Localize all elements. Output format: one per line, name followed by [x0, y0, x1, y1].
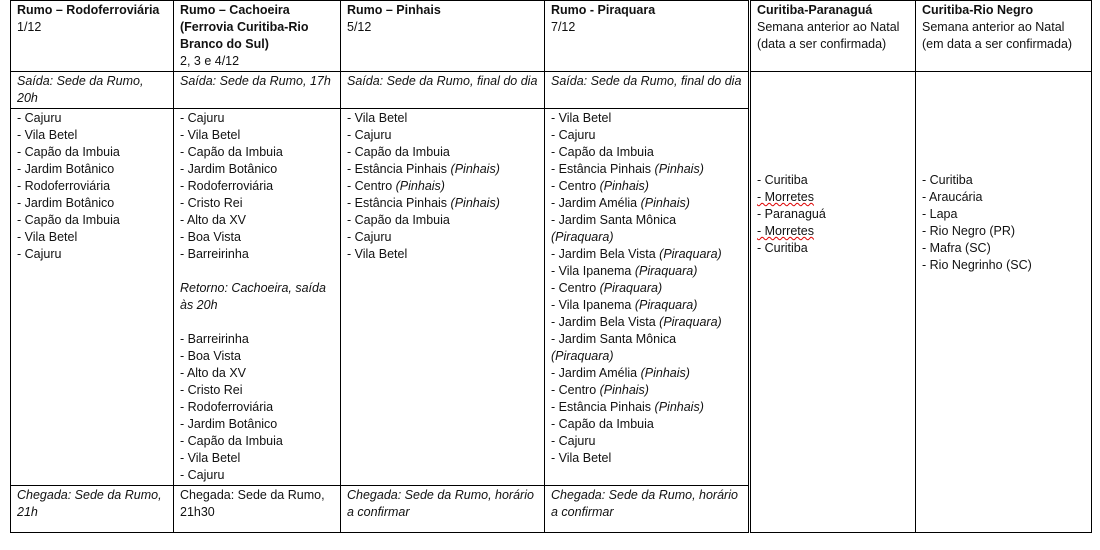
stop-name: - Jardim Bela Vista [551, 247, 656, 261]
stop-item [551, 280, 742, 297]
stop-item [17, 110, 167, 127]
stop-name: - Curitiba [757, 241, 808, 255]
stop-name: - Boa Vista [180, 349, 241, 363]
stop-name: - Vila Betel [347, 247, 408, 261]
stop-item [347, 127, 538, 144]
stop-item [551, 433, 742, 450]
stop-item [757, 189, 909, 206]
stop-item [180, 212, 334, 229]
stop-item [180, 348, 334, 365]
stop-item [17, 161, 167, 178]
departure-rodoferroviaria: Saída: Sede da Rumo, 20h [11, 72, 174, 109]
header-curitiba-rio-negro [916, 1, 1092, 72]
stop-item [180, 161, 334, 178]
stop-item [180, 178, 334, 195]
stop-item [551, 195, 742, 212]
stop-name: - Curitiba [922, 173, 973, 187]
stop-item [757, 206, 909, 223]
stop-list [347, 110, 538, 263]
stop-name: - Vila Betel [551, 111, 612, 125]
departure-cachoeira: Saída: Sede da Rumo, 17h [174, 72, 341, 109]
stop-list [922, 172, 1085, 274]
stop-name: - Alto da XV [180, 213, 247, 227]
stop-list [17, 110, 167, 263]
stop-name: - Rodoferroviária [180, 179, 274, 193]
stop-name: - Centro [347, 179, 393, 193]
stop-item [17, 229, 167, 246]
stop-name: - Morretes [757, 190, 814, 204]
stop-name: - Cajuru [17, 247, 62, 261]
stop-name: - Vila Betel [17, 230, 78, 244]
stop-name: - Cajuru [551, 128, 596, 142]
header-title: Rumo - Piraquara [551, 3, 656, 17]
stop-item [180, 365, 334, 382]
stop-item [180, 246, 334, 263]
stop-name: - Cajuru [17, 111, 62, 125]
stop-item [551, 178, 742, 195]
stop-name: - Vila Betel [551, 451, 612, 465]
stop-name: - Jardim Botânico [17, 162, 115, 176]
stop-name: - Jardim Santa Mônica [551, 332, 677, 346]
stop-item [180, 467, 334, 484]
stop-name: - Estância Pinhais [347, 162, 448, 176]
stop-name: - Jardim Bela Vista [551, 315, 656, 329]
stop-name: - Jardim Santa Mônica [551, 213, 677, 227]
stop-municipality: (Pinhais) [640, 196, 690, 210]
stop-item [347, 212, 538, 229]
stop-name: - Boa Vista [180, 230, 241, 244]
stop-name: - Mafra (SC) [922, 241, 991, 255]
stop-name: - Jardim Amélia [551, 366, 638, 380]
stop-item [17, 212, 167, 229]
header-pinhais [341, 1, 545, 72]
header-title: Rumo – Rodoferroviária [17, 3, 160, 17]
stop-item [180, 382, 334, 399]
arrival-pinhais: Chegada: Sede da Rumo, horário a confirmar [341, 486, 545, 533]
stop-item [551, 314, 742, 331]
header-date: Semana anterior ao Natal (data a ser confirmada) [757, 20, 900, 51]
stop-municipality: (Pinhais) [599, 179, 649, 193]
stop-municipality: (Piraquara) [599, 281, 663, 295]
stop-name: - Cajuru [180, 111, 225, 125]
header-title: Rumo – Cachoeira (Ferrovia Curitiba-Rio Branco do Sul) [180, 3, 309, 51]
stop-name: - Cajuru [551, 434, 596, 448]
stop-item [17, 178, 167, 195]
stop-item [17, 195, 167, 212]
stop-list [551, 110, 742, 467]
stop-name: - Barreirinha [180, 247, 249, 261]
stop-name: - Estância Pinhais [551, 162, 652, 176]
stop-item [180, 433, 334, 450]
header-date: 1/12 [17, 20, 42, 34]
stop-name: - Estância Pinhais [551, 400, 652, 414]
stop-item [922, 206, 1085, 223]
stop-name: - Capão da Imbuia [347, 213, 450, 227]
stop-item [757, 172, 909, 189]
stop-municipality: (Pinhais) [654, 400, 704, 414]
header-curitiba-paranagua [750, 1, 916, 72]
stops-pinhais [341, 109, 545, 486]
stop-name: - Jardim Amélia [551, 196, 638, 210]
header-date: 7/12 [551, 20, 576, 34]
header-title: Curitiba-Rio Negro [922, 3, 1034, 17]
stop-item [180, 110, 334, 127]
stop-name: - Vila Betel [17, 128, 78, 142]
stop-municipality: (Pinhais) [640, 366, 690, 380]
stop-item [551, 331, 742, 365]
stop-item [551, 127, 742, 144]
stop-item [180, 450, 334, 467]
stop-name: - Capão da Imbuia [551, 145, 654, 159]
arrival-rodoferroviaria: Chegada: Sede da Rumo, 21h [11, 486, 174, 533]
departure-pinhais: Saída: Sede da Rumo, final do dia [341, 72, 545, 109]
stop-item [551, 382, 742, 399]
stop-name: - Rodoferroviária [17, 179, 111, 193]
stop-item [180, 416, 334, 433]
stop-item [551, 144, 742, 161]
stop-item [551, 450, 742, 467]
stop-item [551, 416, 742, 433]
stop-name: - Jardim Botânico [180, 162, 278, 176]
stop-item [347, 110, 538, 127]
stop-item [17, 144, 167, 161]
stop-item [922, 240, 1085, 257]
stop-municipality: (Piraquara) [634, 298, 698, 312]
stop-item [551, 246, 742, 263]
stop-municipality: (Pinhais) [654, 162, 704, 176]
stop-name: - Alto da XV [180, 366, 247, 380]
header-date: 5/12 [347, 20, 372, 34]
stop-name: - Centro [551, 383, 597, 397]
stop-item [347, 178, 538, 195]
stop-municipality: (Piraquara) [551, 230, 614, 244]
stop-municipality: (Pinhais) [450, 196, 500, 210]
stops-piraquara [545, 109, 750, 486]
stop-municipality: (Pinhais) [599, 383, 649, 397]
stop-name: - Rodoferroviária [180, 400, 274, 414]
stop-item [347, 161, 538, 178]
stops-cachoeira [174, 109, 341, 486]
stop-item [180, 127, 334, 144]
stop-municipality: (Piraquara) [551, 349, 614, 363]
stop-name: - Cajuru [347, 128, 392, 142]
stop-item [347, 229, 538, 246]
header-title: Rumo – Pinhais [347, 3, 441, 17]
stops-rodoferroviaria [11, 109, 174, 486]
stop-name: - Vila Betel [180, 128, 241, 142]
stop-name: - Capão da Imbuia [180, 145, 283, 159]
stop-item [17, 127, 167, 144]
stop-name: - Paranaguá [757, 207, 826, 221]
stop-name: - Cajuru [180, 468, 225, 482]
stop-name: - Jardim Botânico [180, 417, 278, 431]
stop-name: - Cajuru [347, 230, 392, 244]
stop-name: - Rio Negrinho (SC) [922, 258, 1032, 272]
stop-name: - Rio Negro (PR) [922, 224, 1016, 238]
stop-name: - Lapa [922, 207, 958, 221]
stop-municipality: (Pinhais) [395, 179, 445, 193]
stop-name: - Centro [551, 281, 597, 295]
stop-item [347, 246, 538, 263]
arrival-cachoeira: Chegada: Sede da Rumo, 21h30 [174, 486, 341, 533]
header-cachoeira [174, 1, 341, 72]
stop-item [180, 399, 334, 416]
stop-name: - Vila Ipanema [551, 298, 632, 312]
stop-name: - Centro [551, 179, 597, 193]
stop-municipality: (Pinhais) [450, 162, 500, 176]
return-label: Retorno: Cachoeira, saída às 20h [180, 281, 326, 312]
stop-name: - Curitiba [757, 173, 808, 187]
departure-piraquara: Saída: Sede da Rumo, final do dia [545, 72, 750, 109]
stops-curitiba-paranagua [750, 72, 916, 533]
stop-item [757, 240, 909, 257]
stop-item [551, 212, 742, 246]
stop-name: - Vila Betel [180, 451, 241, 465]
stop-item [347, 195, 538, 212]
header-date: Semana anterior ao Natal (em data a ser confirmada) [922, 20, 1073, 51]
stop-item [757, 223, 909, 240]
stop-item [922, 257, 1085, 274]
stop-name: - Cristo Rei [180, 383, 243, 397]
stop-municipality: (Piraquara) [634, 264, 698, 278]
header-piraquara [545, 1, 750, 72]
stop-item [922, 189, 1085, 206]
stops-curitiba-rio-negro [916, 72, 1092, 533]
stop-item [551, 161, 742, 178]
stop-item [551, 110, 742, 127]
header-date: 2, 3 e 4/12 [180, 54, 240, 68]
return-stop-list [180, 331, 334, 484]
stop-name: - Cristo Rei [180, 196, 243, 210]
stop-name: - Capão da Imbuia [17, 145, 120, 159]
stop-municipality: (Piraquara) [659, 247, 722, 261]
stop-name: - Capão da Imbuia [180, 434, 283, 448]
stop-list [757, 172, 909, 257]
stop-item [551, 263, 742, 280]
stop-item [551, 297, 742, 314]
stop-item [180, 331, 334, 348]
stop-name: - Jardim Botânico [17, 196, 115, 210]
arrival-piraquara: Chegada: Sede da Rumo, horário a confirmar [545, 486, 750, 533]
stop-name: - Morretes [757, 224, 814, 238]
stop-municipality: (Piraquara) [659, 315, 722, 329]
header-title: Curitiba-Paranaguá [757, 3, 873, 17]
stop-name: - Barreirinha [180, 332, 249, 346]
stop-item [551, 365, 742, 382]
stop-name: - Capão da Imbuia [551, 417, 654, 431]
stop-name: - Araucária [922, 190, 983, 204]
stop-name: - Capão da Imbuia [347, 145, 450, 159]
stop-item [180, 195, 334, 212]
stop-name: - Vila Ipanema [551, 264, 632, 278]
stop-list [180, 110, 334, 263]
stop-name: - Capão da Imbuia [17, 213, 120, 227]
stop-item [347, 144, 538, 161]
header-rodoferroviaria [11, 1, 174, 72]
schedule-document [10, 0, 1092, 533]
stop-item [180, 229, 334, 246]
stop-item [551, 399, 742, 416]
stop-item [17, 246, 167, 263]
stop-item [922, 223, 1085, 240]
stop-name: - Vila Betel [347, 111, 408, 125]
stop-item [180, 144, 334, 161]
schedule-table [10, 0, 1092, 533]
stop-name: - Estância Pinhais [347, 196, 448, 210]
stop-item [922, 172, 1085, 189]
